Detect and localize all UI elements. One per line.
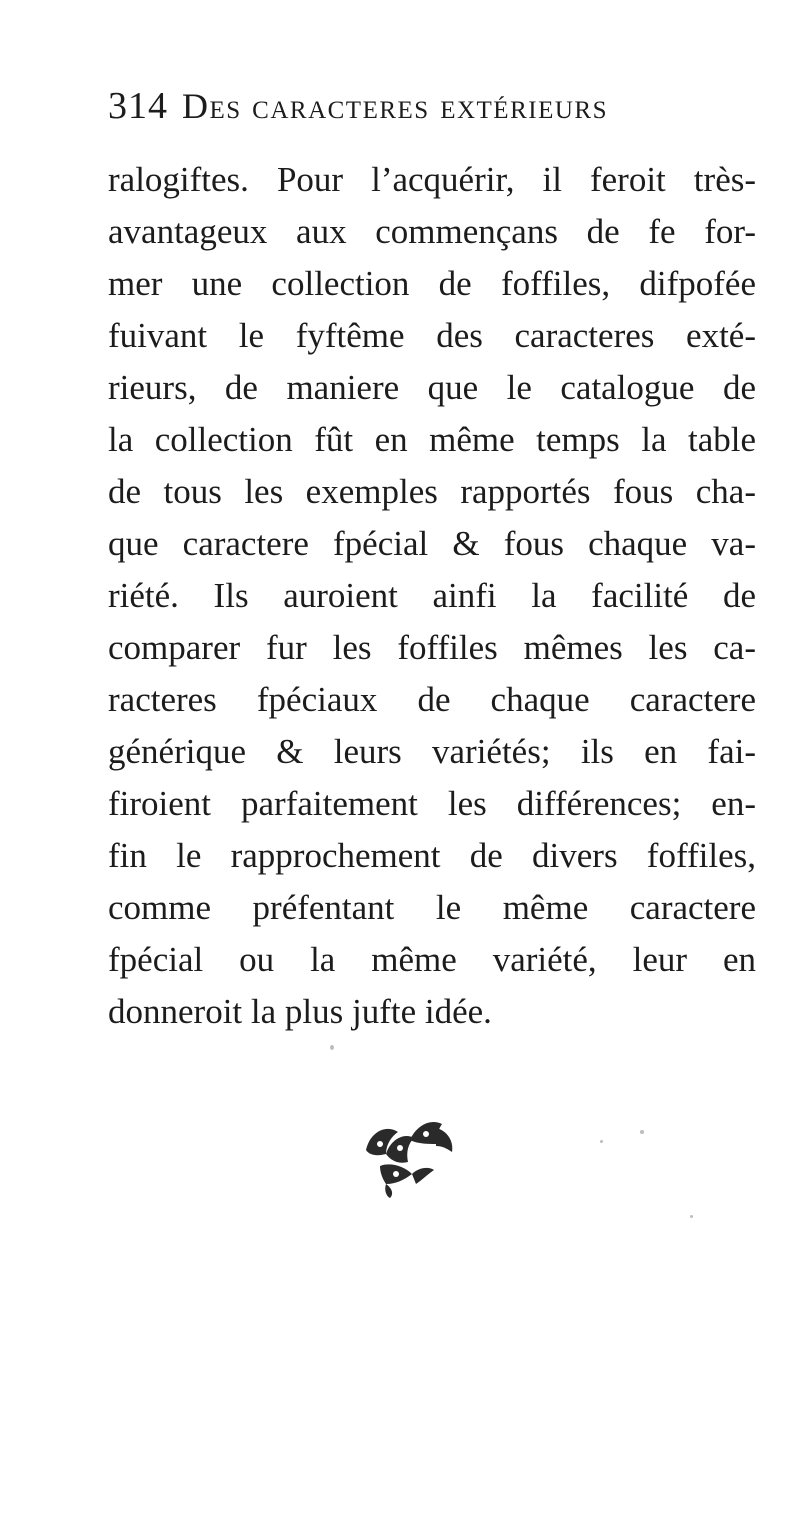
- running-head: [108, 84, 748, 140]
- text-line: fin le rapprochement de divers foffiles,: [108, 836, 756, 875]
- text-line: générique & leurs variétés; ils en fai-: [108, 732, 756, 771]
- text-line: la collection fût en même temps la table: [108, 420, 756, 459]
- paper-speck: [330, 1045, 334, 1050]
- fleuron-ornament-icon: [356, 1110, 466, 1200]
- text-line: comme préfentant le même caractere: [108, 888, 756, 927]
- text-line: mer une collection de foffiles, difpofée: [108, 264, 756, 303]
- text-line: racteres fpéciaux de chaque caractere: [108, 680, 756, 719]
- paper-speck: [690, 1215, 693, 1218]
- text-line: firoient parfaitement les différences; en-: [108, 784, 756, 823]
- running-title: Des caracteres extérieurs: [182, 86, 608, 126]
- text-line: rieurs, de maniere que le catalogue de: [108, 368, 756, 407]
- text-line: fpécial ou la même variété, leur en: [108, 940, 756, 979]
- text-line: avantageux aux commençans de fe for-: [108, 212, 756, 251]
- paper-speck: [600, 1140, 603, 1143]
- page-number: 314: [108, 85, 168, 127]
- text-line: comparer fur les foffiles mêmes les ca-: [108, 628, 756, 667]
- text-line: donneroit la plus jufte idée.: [108, 992, 492, 1031]
- body-paragraph: [108, 154, 756, 1038]
- text-line: ralogiftes. Pour l’acquérir, il feroit très-: [108, 160, 756, 199]
- text-line: fuivant le fyftême des caracteres exté-: [108, 316, 756, 355]
- text-line: riété. Ils auroient ainfi la facilité de: [108, 576, 756, 615]
- text-line: que caractere fpécial & fous chaque va-: [108, 524, 756, 563]
- text-line: de tous les exemples rapportés fous cha-: [108, 472, 756, 511]
- paper-speck: [640, 1130, 644, 1134]
